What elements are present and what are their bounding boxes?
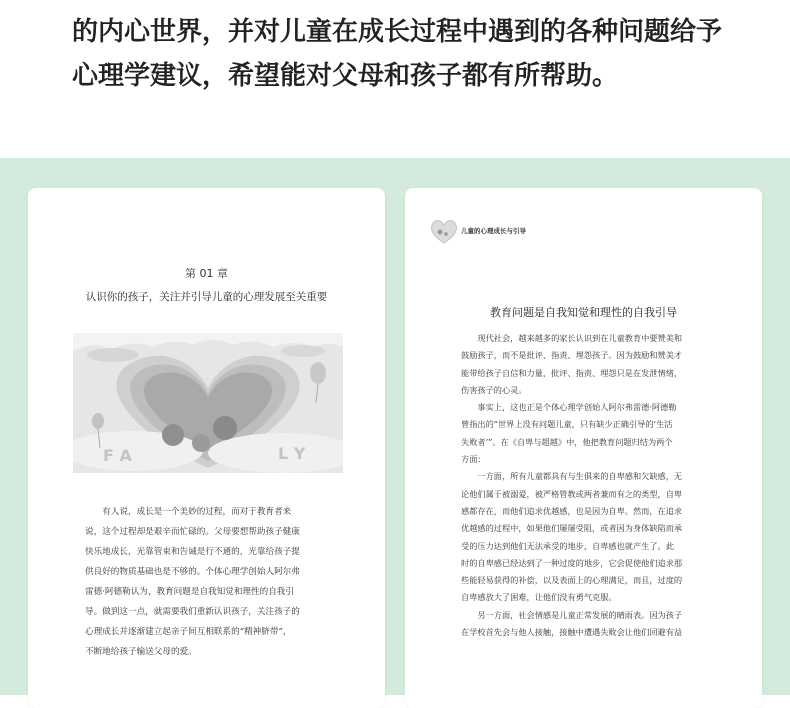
body-line: 感都存在，而他们追求优越感，也是因为自卑。然而，在追求	[461, 505, 683, 516]
chapter-title: 认识你的孩子，关注并引导儿童的心理发展至关重要	[85, 291, 328, 303]
body-line: 论他们属于被溺爱，被严格管教或两者兼而有之的类型，自卑	[461, 488, 683, 499]
body-line: 在学校首先会与他人接触，接触中遭遇失败会让他们回避有益	[461, 627, 683, 638]
body-line: 自卑感放大了困难，让他们没有勇气克服。	[461, 592, 617, 603]
intro-line-2: 心理学建议，希望能对父母和孩子都有所帮助。	[72, 61, 619, 91]
svg-text:L Y: L Y	[278, 444, 306, 463]
body-line: 失败者’”。在《自卑与超越》中，他把教育问题归结为两个	[461, 436, 673, 447]
chapter-number: 第 01 章	[185, 267, 228, 280]
body-line: 另一方面，社会情感是儿童正常发展的晴雨表。因为孩子	[477, 609, 683, 620]
section-title: 教育问题是自我知觉和理性的自我引导	[490, 306, 677, 319]
body-line: 伤害孩子的心灵。	[461, 384, 527, 395]
heart-family-illustration	[73, 333, 343, 473]
running-header: 儿童的心理成长与引导	[461, 227, 526, 235]
svg-text:F A: F A	[103, 446, 132, 465]
intro-line-1: 的内心世界，并对儿童在成长过程中遇到的各种问题给予	[72, 17, 723, 47]
paragraph-line: 快乐地成长，光靠管束和告诫是行不通的，光靠给孩子提	[85, 547, 300, 557]
body-line: 事实上，这也正是个体心理学创始人阿尔弗雷德·阿德勒	[477, 402, 677, 413]
body-line: 些能轻易获得的补偿，以及表面上的心理满足，而且，过度的	[461, 575, 683, 586]
paragraph-line: 有人说，成长是一个美妙的过程，而对于教育者来	[102, 507, 292, 517]
body-line: 一方面，所有儿童都具有与生俱来的自卑感和欠缺感，无	[477, 471, 683, 482]
paragraph-line: 不断地给孩子输送父母的爱。	[85, 647, 197, 657]
book-page-right	[405, 188, 762, 708]
body-line: 鼓励孩子，而不是批评、指责、埋怨孩子。因为鼓励和赞美才	[461, 350, 683, 361]
book-page-left	[28, 188, 385, 708]
body-line: 能带给孩子自信和力量，批评、指责、埋怨只是在发泄情绪，	[461, 367, 683, 378]
paragraph-line: 心理成长并逐渐建立起亲子间互相联系的“精神脐带”，	[85, 627, 292, 637]
section-body	[461, 330, 717, 641]
heart-logo-icon	[429, 218, 459, 244]
paragraph-line: 雷德·阿德勒认为，教育问题是自我知觉和理性的自我引	[85, 587, 294, 597]
body-line: 受的压力达到他们无法承受的地步，自卑感也就产生了。此	[461, 540, 674, 551]
paragraph-line: 供良好的物质基础也是不够的。个体心理学创始人阿尔弗	[85, 567, 300, 577]
body-line: 方面：	[461, 454, 486, 465]
body-line: 时的自卑感已经达到了一种过度的地步，它会促使他们追求那	[461, 557, 683, 568]
body-line: 曾指出的“世界上没有问题儿童，只有缺少正确引导的‘生活	[461, 419, 673, 430]
body-line: 现代社会，越来越多的家长认识到在儿童教育中要赞美和	[477, 333, 683, 343]
body-line: 优越感的过程中，如果他们屡屡受阻，或者因为身体缺陷而承	[461, 523, 683, 534]
chapter-intro-paragraph	[85, 502, 335, 662]
intro-text	[72, 10, 772, 98]
paragraph-line: 导。做到这一点，就需要我们重新认识孩子，关注孩子的	[85, 607, 300, 617]
paragraph-line: 说，这个过程却是艰辛而忙碌的。父母要想帮助孩子健康	[85, 527, 300, 537]
